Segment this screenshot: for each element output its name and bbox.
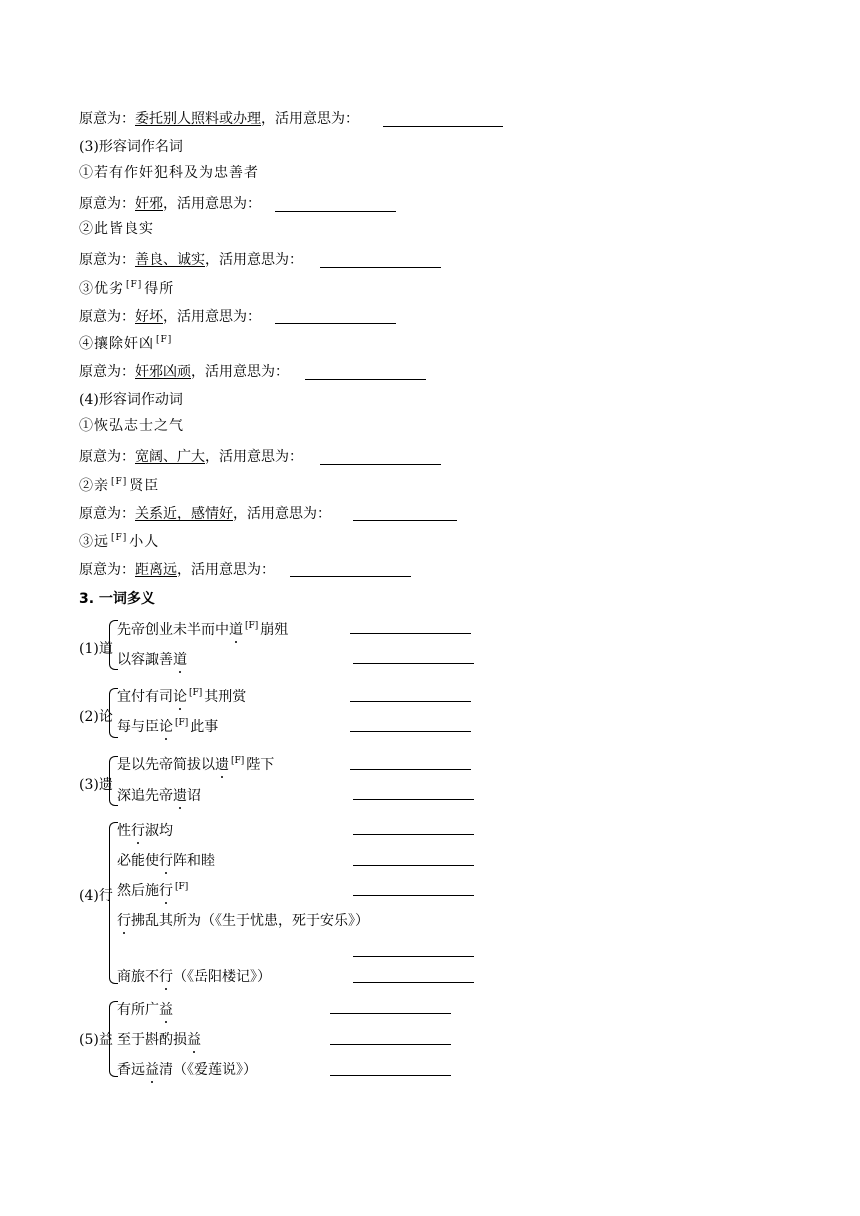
group-item: 深追先帝遗诏	[117, 785, 201, 805]
group-label: (4)行	[79, 888, 113, 904]
group-item: 至于斟酌损益	[117, 1029, 201, 1049]
answer-blank[interactable]	[350, 633, 471, 634]
answer-blank[interactable]	[330, 1044, 451, 1045]
meaning-line: 原意为：好坏，活用意思为：	[79, 309, 261, 325]
group-item: 有所广益	[117, 999, 173, 1019]
section-title: (4)形容词作动词	[79, 392, 183, 408]
group-item: 以容諏善道	[117, 649, 187, 669]
part-title: 3. 一词多义	[79, 591, 155, 607]
answer-blank[interactable]	[353, 520, 457, 521]
tag-marker: [F]	[111, 477, 128, 487]
section-title: (3)形容词作名词	[79, 139, 183, 155]
group-label: (2)论	[79, 709, 113, 725]
meaning-line: 原意为：善良、诚实，活用意思为：	[79, 252, 303, 268]
answer-blank[interactable]	[353, 834, 474, 835]
answer-blank[interactable]	[353, 982, 474, 983]
answer-blank[interactable]	[350, 769, 471, 770]
answer-blank[interactable]	[353, 895, 474, 896]
meaning-line-top: 原意为：委托别人照料或办理，活用意思为：	[79, 111, 359, 127]
example-sentence: ③远 [F] 小人	[79, 533, 160, 550]
tag-marker: [F]	[156, 335, 173, 345]
group-item: 必能使行阵和睦	[117, 850, 215, 870]
meaning-line: 原意为：距离远，活用意思为：	[79, 562, 275, 578]
group-item: 宜付有司论 [F] 其刑赏	[117, 688, 247, 705]
group-label: (1)道	[79, 641, 113, 657]
example-sentence: ①恢弘志士之气	[79, 418, 184, 434]
group-item: 商旅不行（《岳阳楼记》）	[117, 966, 271, 986]
example-sentence: ③优劣 [F] 得所	[79, 280, 175, 297]
answer-blank[interactable]	[305, 379, 426, 380]
group-item: 先帝创业未半而中道 [F] 崩殂	[117, 621, 289, 638]
answer-blank[interactable]	[330, 1075, 451, 1076]
example-sentence: ④攘除奸凶 [F]	[79, 335, 173, 352]
group-item: 然后施行 [F]	[117, 882, 189, 899]
group-brace	[109, 822, 118, 984]
tag-marker: [F]	[126, 280, 143, 290]
answer-blank[interactable]	[353, 663, 474, 664]
example-sentence: ①若有作奸犯科及为忠善者	[79, 165, 259, 181]
answer-blank[interactable]	[330, 1013, 451, 1014]
group-label: (5)益	[79, 1032, 113, 1048]
answer-blank[interactable]	[383, 126, 503, 127]
answer-blank[interactable]	[353, 799, 474, 800]
group-item: 性行淑均	[117, 820, 173, 840]
answer-blank[interactable]	[353, 865, 474, 866]
answer-blank[interactable]	[290, 576, 411, 577]
group-label: (3)遗	[79, 777, 113, 793]
group-item: 是以先帝简拔以遗 [F] 陛下	[117, 756, 275, 773]
answer-blank[interactable]	[320, 464, 441, 465]
answer-blank[interactable]	[353, 956, 474, 957]
answer-blank[interactable]	[275, 211, 396, 212]
meaning-line: 原意为：宽阔、广大，活用意思为：	[79, 449, 303, 465]
group-item: 行拂乱其所为（《生于忧患，死于安乐》）	[117, 910, 369, 930]
example-sentence: ②此皆良实	[79, 221, 154, 237]
group-item: 香远益清（《爱莲说》）	[117, 1059, 257, 1079]
example-sentence: ②亲 [F] 贤臣	[79, 477, 160, 494]
original-meaning: 委托别人照料或办理	[135, 111, 261, 127]
meaning-line: 原意为：奸邪，活用意思为：	[79, 196, 261, 212]
answer-blank[interactable]	[350, 701, 471, 702]
answer-blank[interactable]	[275, 323, 396, 324]
meaning-line: 原意为：奸邪凶顽，活用意思为：	[79, 364, 289, 380]
meaning-line: 原意为：关系近，感情好，活用意思为：	[79, 506, 331, 522]
group-item: 每与臣论 [F] 此事	[117, 718, 219, 735]
tag-marker: [F]	[111, 533, 128, 543]
answer-blank[interactable]	[350, 731, 471, 732]
answer-blank[interactable]	[320, 267, 441, 268]
